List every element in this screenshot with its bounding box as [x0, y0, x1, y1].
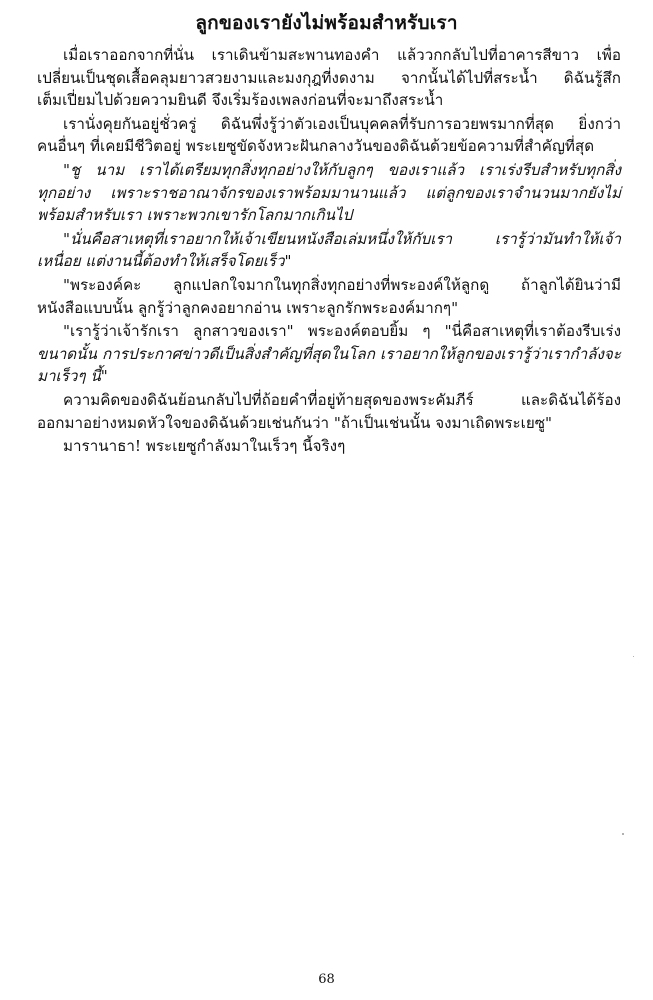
- paragraph: [37, 228, 621, 273]
- paragraph: [37, 159, 621, 227]
- text-line: เต็มเปี่ยมไปด้วยความยินดี จึงเริ่มร้องเพลงก่อนที่จะมาถึงสระน้ำ: [37, 91, 444, 110]
- text-line: ความคิดของดิฉันย้อนกลับไปที่ถ้อยคำที่อยู่ท้ายสุดของพระคัมภีร์ และดิฉันได้ร้อง: [63, 390, 621, 409]
- scan-speck: [633, 656, 634, 657]
- text-line: "ชู นาม เราได้เตรียมทุกสิ่งทุกอย่างให้กับลูกๆ ของเราแล้ว เราเร่งรีบสำหรับทุกสิ่ง: [63, 160, 621, 179]
- chapter-title: ลูกของเรายังไม่พร้อมสำหรับเรา: [195, 12, 458, 34]
- body-text: [37, 44, 621, 459]
- text-line: "พระองค์คะ ลูกแปลกใจมากในทุกสิ่งทุกอย่างที่พระองค์ให้ลูกดู ถ้าลูกได้ยินว่ามี: [63, 275, 621, 294]
- paragraph: [37, 44, 621, 112]
- text-line: พร้อมสำหรับเรา เพราะพวกเขารักโลกมากเกินไป: [37, 206, 353, 225]
- text-line: ออกมาอย่างหมดหัวใจของดิฉันด้วยเช่นกันว่า "ถ้าเป็นเช่นนั้น จงมาเถิดพระเยซู": [37, 413, 553, 432]
- text-line: เหนื่อย แต่งานนี้ต้องทำให้เสร็จโดยเร็ว": [37, 252, 292, 271]
- text-line: "นั่นคือสาเหตุที่เราอยากให้เจ้าเขียนหนังสือเล่มหนึ่งให้กับเรา เรารู้ว่ามันทำให้เจ้า: [63, 229, 621, 248]
- text-line: "เรารู้ว่าเจ้ารักเรา ลูกสาวของเรา" พระองค์ตอบยิ้ม ๆ "นี่คือสาเหตุที่เราต้องรีบเร่ง: [63, 322, 621, 341]
- paragraph: [37, 320, 621, 388]
- page-number: 68: [318, 972, 335, 987]
- text-line: มาเร็วๆ นี้": [37, 367, 108, 386]
- text-line: เปลี่ยนเป็นชุดเสื้อคลุมยาวสวยงามและมงกุฎที่งดงาม จากนั้นได้ไปที่สระน้ำ ดิฉันรู้สึก: [37, 68, 621, 87]
- text-line: ขนาดนั้น การประกาศข่าวดีเป็นสิ่งสำคัญที่สุดในโลก เราอยากให้ลูกของเรารู้ว่าเรากำลังจะ: [37, 344, 621, 363]
- text-line: ทุกอย่าง เพราะราชอาณาจักรของเราพร้อมมานานแล้ว แต่ลูกของเราจำนวนมากยังไม่: [37, 183, 621, 202]
- paragraph: [37, 389, 621, 434]
- scan-speck: [622, 833, 624, 835]
- text-line: มารานาธา! พระเยซูกำลังมาในเร็วๆ นี้จริงๆ: [63, 437, 346, 456]
- text-line: หนังสือแบบนั้น ลูกรู้ว่าลูกคงอยากอ่าน เพราะลูกรักพระองค์มากๆ": [37, 298, 459, 317]
- paragraph: [37, 435, 621, 458]
- paragraph: [37, 113, 621, 158]
- text-line: เรานั่งคุยกันอยู่ชั่วครู่ ดิฉันพึ่งรู้ว่าตัวเองเป็นบุคคลที่รับการอวยพรมากที่สุด ยิ่งกว่า: [63, 114, 621, 133]
- paragraph: [37, 274, 621, 319]
- text-line: คนอื่นๆ ที่เคยมีชีวิตอยู่ พระเยซูขัดจังหวะฝันกลางวันของดิฉันด้วยข้อความที่สำคัญที่สุด: [37, 137, 595, 156]
- text-line: เมื่อเราออกจากที่นั่น เราเดินข้ามสะพานทองคำ แล้ววกกลับไปที่อาคารสีขาว เพื่อ: [63, 46, 621, 64]
